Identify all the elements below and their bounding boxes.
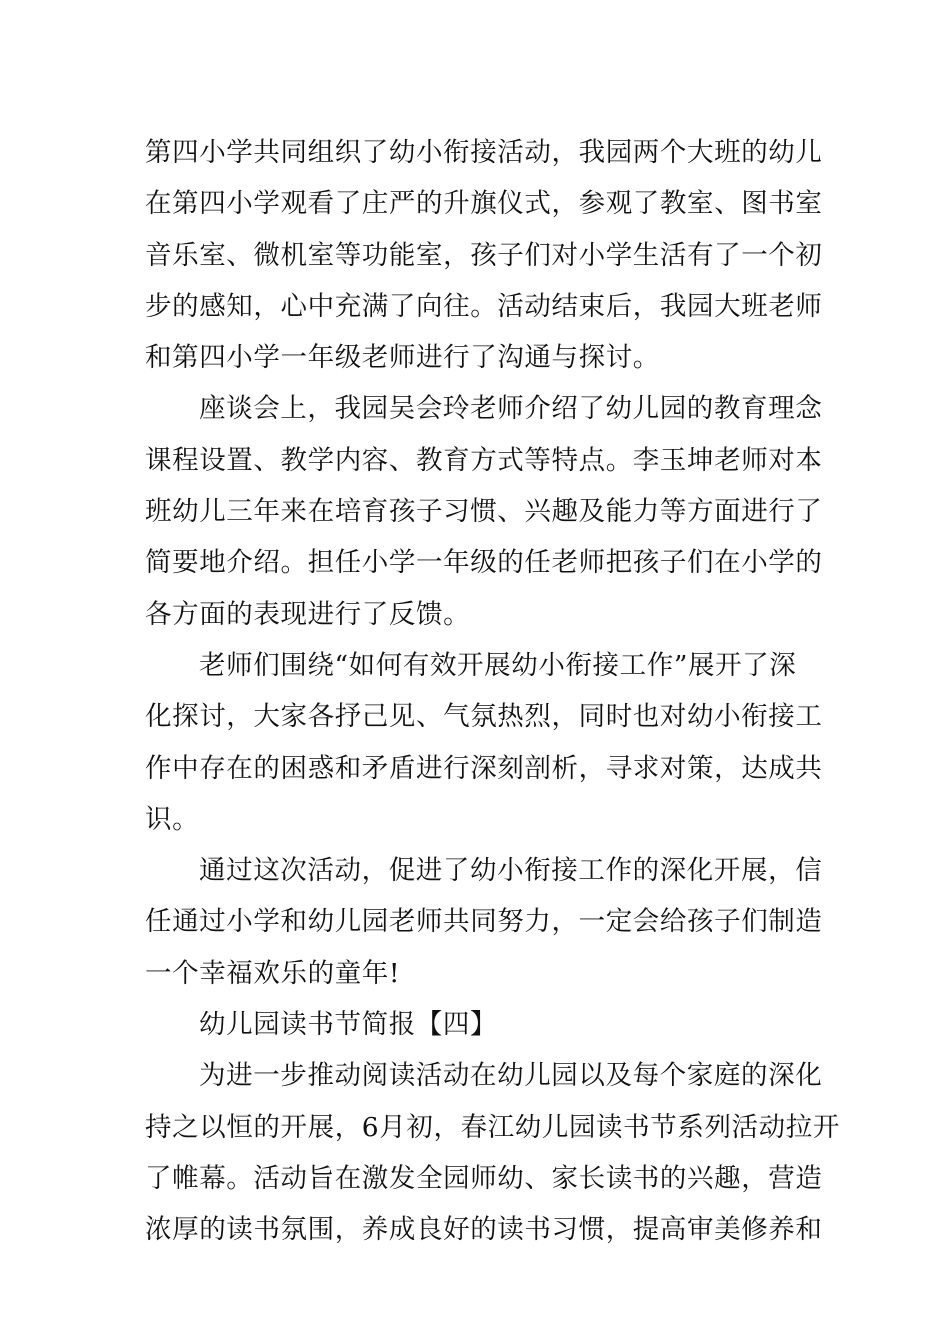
text-line: 任通过小学和幼儿园老师共同努力，一定会给孩子们制造 (145, 906, 823, 938)
text-line: 老师们围绕“如何有效开展幼小衔接工作”展开了深 (199, 649, 797, 681)
paragraph (145, 845, 823, 999)
text-line: 座谈会上，我园吴会玲老师介绍了幼儿园的教育理念 (199, 393, 823, 425)
text-line: 幼儿园读书节简报【四】 (199, 1009, 498, 1041)
text-line: 识。 (145, 803, 200, 835)
text-line: 作中存在的困惑和矛盾进行深刻剖析，寻求对策，达成共 (145, 752, 823, 784)
paragraph (145, 999, 810, 1050)
paragraph (145, 1050, 840, 1255)
text-line: 和第四小学一年级老师进行了沟通与探讨。 (145, 342, 660, 374)
text-line: 了帷幕。活动旨在激发全园师幼、家长读书的兴趣，营造 (145, 1162, 823, 1194)
text-line: 音乐室、微机室等功能室，孩子们对小学生活有了一个初 (145, 239, 823, 271)
text-line: 简要地介绍。担任小学一年级的任老师把孩子们在小学的 (145, 547, 823, 579)
text-line: 在第四小学观看了庄严的升旗仪式，参观了教室、图书室 (145, 188, 823, 220)
text-line: 一个幸福欢乐的童年! (145, 957, 401, 989)
paragraph (145, 127, 823, 383)
paragraph (145, 640, 823, 845)
text-line: 持之以恒的开展，6月初，春江幼儿园读书节系列活动拉开 (145, 1111, 840, 1143)
text-line: 为进一步推动阅读活动在幼儿园以及每个家庭的深化 (199, 1060, 823, 1092)
document-body (145, 127, 840, 1256)
text-line: 通过这次活动，促进了幼小衔接工作的深化开展，信 (199, 855, 823, 887)
paragraph (145, 383, 823, 639)
text-line: 步的感知，心中充满了向往。活动结束后，我园大班老师 (145, 290, 823, 322)
text-line: 课程设置、教学内容、教育方式等特点。李玉坤老师对本 (145, 444, 823, 476)
text-line: 浓厚的读书氛围，养成良好的读书习惯，提高审美修养和 (145, 1214, 823, 1246)
text-line: 化探讨，大家各抒己见、气氛热烈，同时也对幼小衔接工 (145, 701, 823, 733)
text-line: 各方面的表现进行了反馈。 (145, 598, 471, 630)
text-line: 第四小学共同组织了幼小衔接活动，我园两个大班的幼儿 (145, 137, 823, 168)
text-line: 班幼儿三年来在培育孩子习惯、兴趣及能力等方面进行了 (145, 496, 823, 528)
